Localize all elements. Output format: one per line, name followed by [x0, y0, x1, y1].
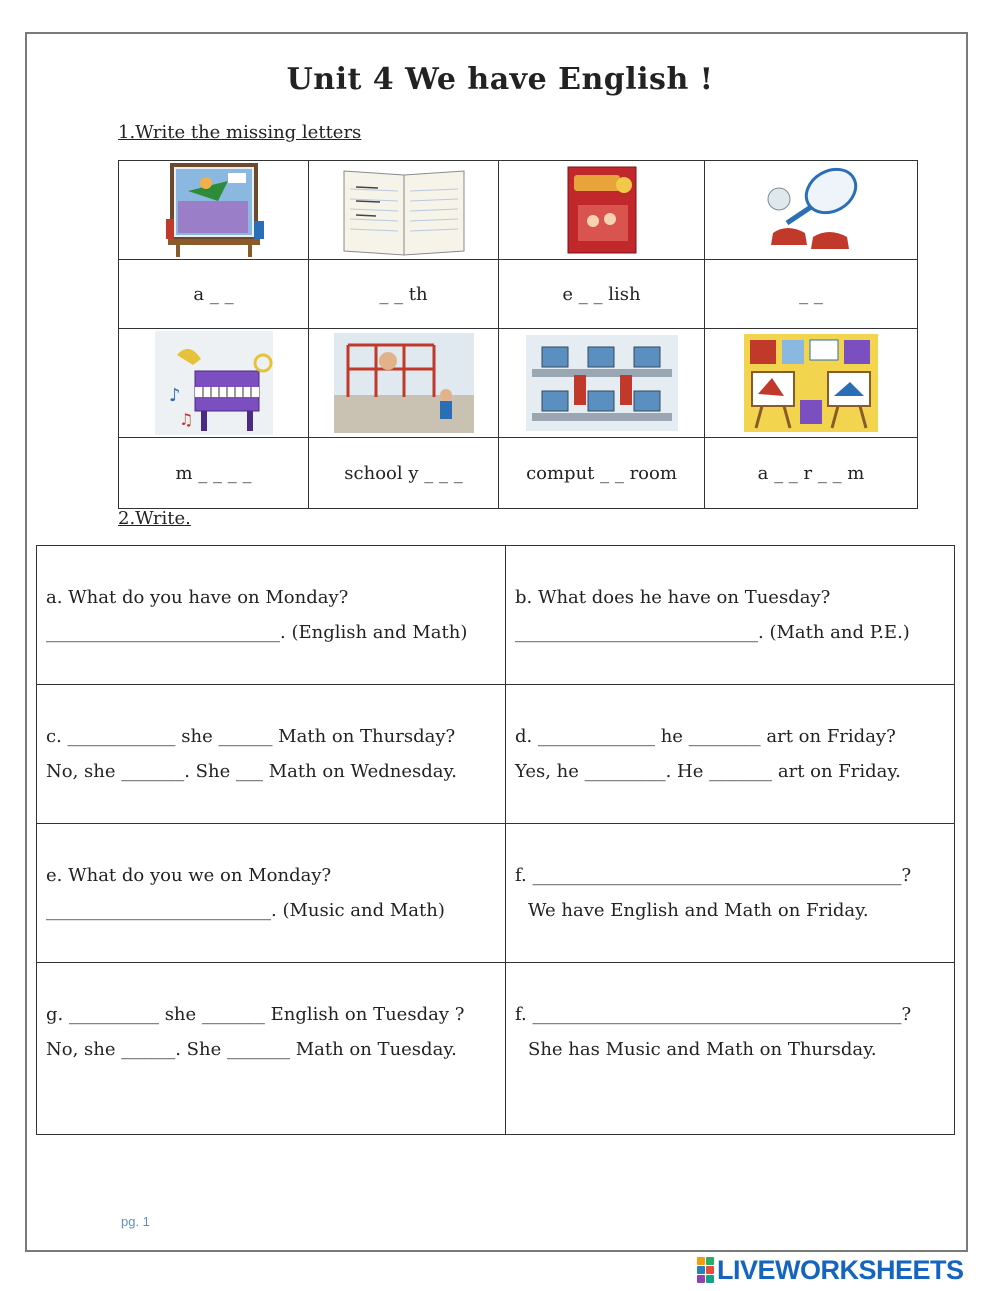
computer-room-image — [526, 335, 678, 431]
question-cell-f[interactable] — [506, 824, 955, 963]
answer-line[interactable]: _________________________. (Music and Math) — [46, 900, 445, 921]
question-text: a. What do you have on Monday? — [46, 587, 349, 608]
table-cell — [119, 329, 309, 438]
math-notebook-image — [338, 161, 470, 259]
word-cell[interactable]: a _ _ — [119, 260, 309, 329]
worksheet-title: Unit 4 We have English ! — [286, 62, 714, 97]
english-book-image — [548, 161, 656, 259]
question-cell-b[interactable] — [506, 546, 955, 685]
answer-text: We have English and Math on Friday. — [528, 900, 869, 921]
table-cell — [309, 329, 499, 438]
art-painting-image — [158, 161, 270, 259]
word-cell[interactable]: m _ _ _ _ — [119, 438, 309, 509]
table-cell — [705, 329, 918, 438]
question-line[interactable]: f. _________________________________________? — [515, 1004, 912, 1025]
music-instruments-image — [155, 331, 273, 435]
word-cell[interactable]: _ _ — [705, 260, 918, 329]
question-cell-g[interactable] — [37, 963, 506, 1135]
liveworksheets-logo — [697, 1255, 964, 1285]
table-cell — [119, 161, 309, 260]
word-cell[interactable]: e _ _ lish — [499, 260, 705, 329]
question-text[interactable]: d. _____________ he ________ art on Friday? — [515, 726, 896, 747]
pe-racket-sneakers-image — [753, 161, 869, 259]
page-number: pg. 1 — [121, 1214, 150, 1229]
word-cell[interactable]: a _ _ r _ _ m — [705, 438, 918, 509]
answer-line[interactable]: __________________________. (English and Math) — [46, 622, 468, 643]
logo-blocks-icon — [697, 1257, 714, 1283]
answer-text: She has Music and Math on Thursday. — [528, 1039, 877, 1060]
question-cell-e[interactable] — [37, 824, 506, 963]
question-text: e. What do you we on Monday? — [46, 865, 332, 886]
table-cell — [705, 161, 918, 260]
write-table — [36, 545, 955, 1135]
school-yard-image — [334, 333, 474, 433]
table-cell — [309, 161, 499, 260]
question-text[interactable]: g. __________ she _______ English on Tuesday ? — [46, 1004, 465, 1025]
question-text: b. What does he have on Tuesday? — [515, 587, 831, 608]
answer-line[interactable]: No, she ______. She _______ Math on Tuesday. — [46, 1039, 457, 1060]
section1-heading: 1.Write the missing letters — [118, 122, 362, 143]
question-cell-d[interactable] — [506, 685, 955, 824]
svg-text:♪: ♪ — [168, 385, 180, 406]
question-cell-a[interactable] — [37, 546, 506, 685]
answer-line[interactable]: ___________________________. (Math and P.E.) — [515, 622, 910, 643]
question-cell-f2[interactable] — [506, 963, 955, 1135]
answer-line[interactable]: Yes, he _________. He _______ art on Friday. — [515, 761, 901, 782]
art-room-image — [744, 334, 878, 432]
question-cell-c[interactable] — [37, 685, 506, 824]
word-cell[interactable]: _ _ th — [309, 260, 499, 329]
section2-heading: 2.Write. — [118, 508, 191, 529]
question-line[interactable]: f. _________________________________________? — [515, 865, 912, 886]
svg-text:♫: ♫ — [178, 410, 193, 429]
word-cell[interactable]: school y _ _ _ — [309, 438, 499, 509]
table-cell — [499, 161, 705, 260]
answer-line[interactable]: No, she _______. She ___ Math on Wednesday. — [46, 761, 458, 782]
logo-text: LIVEWORKSHEETS — [717, 1254, 964, 1285]
question-text[interactable]: c. ____________ she ______ Math on Thursday? — [46, 726, 456, 747]
table-cell — [499, 329, 705, 438]
word-cell[interactable]: comput _ _ room — [499, 438, 705, 509]
missing-letters-table — [118, 160, 918, 509]
